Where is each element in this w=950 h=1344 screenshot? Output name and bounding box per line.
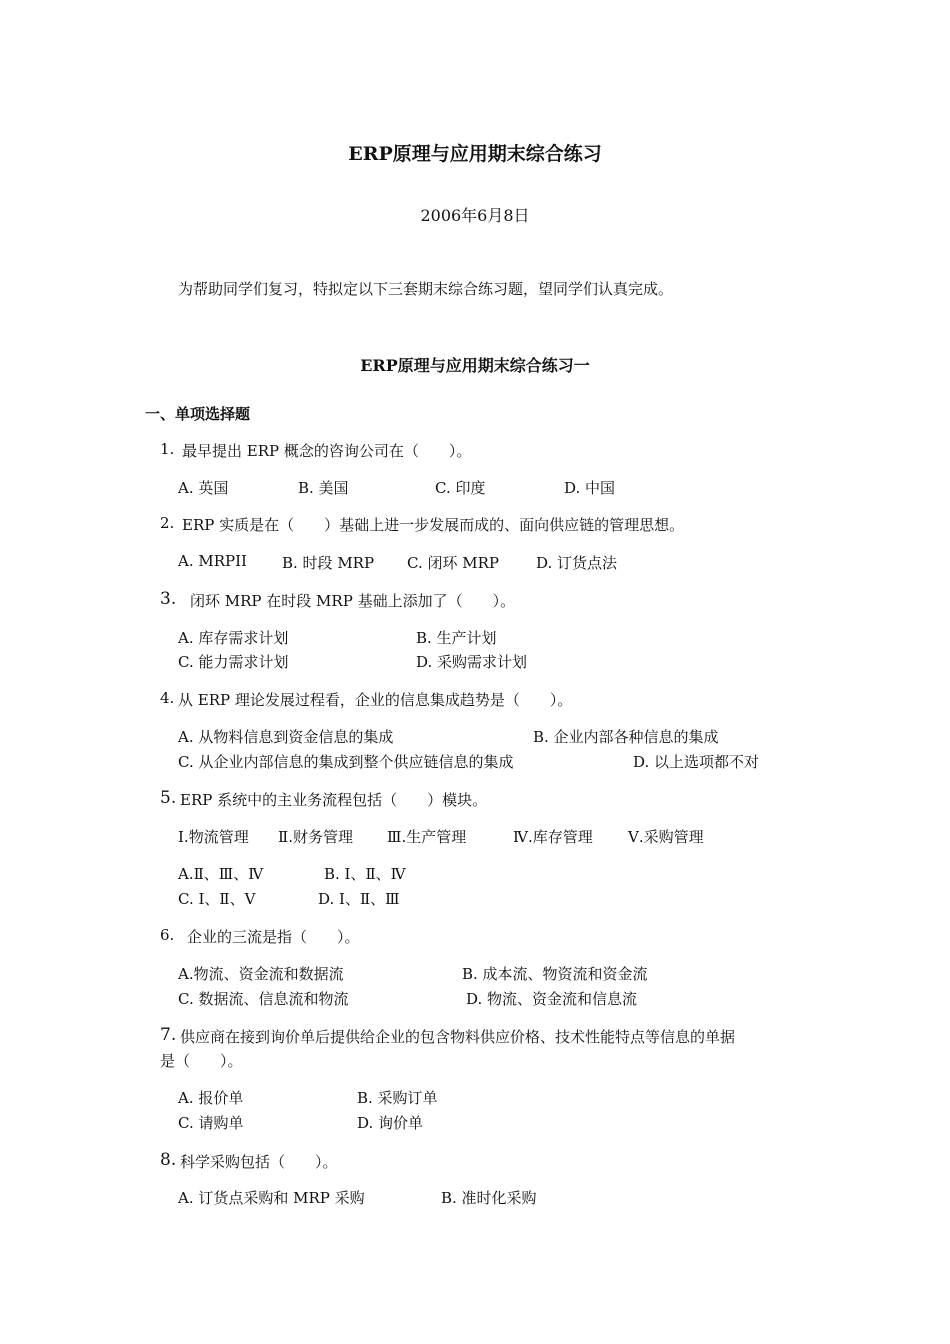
option-c: C. Ⅰ、Ⅱ、Ⅴ (178, 890, 256, 908)
option-c: C. 印度 (435, 479, 486, 497)
question-stem: 供应商在接到询价单后提供给企业的包含物料供应价格、技术性能特点等信息的单据 (180, 1028, 736, 1046)
module-item: Ⅱ.财务管理 (278, 828, 353, 846)
option-c: C. 能力需求计划 (178, 653, 289, 671)
document-date: 2006年6月8日 (420, 206, 530, 225)
question-number: 1. (160, 440, 175, 458)
question-stem-continued: 是（ ）。 (160, 1052, 243, 1070)
module-item: Ⅳ.库存管理 (513, 828, 593, 846)
question-stem: ERP 实质是在（ ）基础上进一步发展而成的、面向供应链的管理思想。 (182, 516, 685, 534)
option-b: B. 美国 (298, 479, 349, 497)
option-c: C. 闭环 MRP (407, 554, 499, 572)
question-number: 7. (160, 1025, 177, 1045)
section-heading: 一、单项选择题 (145, 405, 251, 423)
option-d: D. 询价单 (357, 1114, 424, 1132)
option-d: D. 物流、资金流和信息流 (466, 990, 638, 1008)
option-b: B. Ⅰ、Ⅱ、Ⅳ (324, 865, 406, 883)
option-a: A.物流、资金流和数据流 (178, 965, 344, 983)
option-a: A. MRPII (178, 552, 247, 570)
option-d: D. 采购需求计划 (416, 653, 528, 671)
option-a: A. 英国 (178, 479, 229, 497)
question-number: 5. (160, 788, 177, 808)
question-stem: 从 ERP 理论发展过程看，企业的信息集成趋势是（ ）。 (178, 691, 573, 709)
option-a: A. 报价单 (178, 1089, 244, 1107)
option-d: D. 订货点法 (536, 554, 618, 572)
option-a: A. 从物料信息到资金信息的集成 (178, 728, 394, 746)
option-b: B. 生产计划 (416, 629, 497, 647)
option-b: B. 采购订单 (357, 1089, 438, 1107)
option-d: D. 以上选项都不对 (633, 753, 760, 771)
question-stem: ERP 系统中的主业务流程包括（ ）模块。 (180, 791, 488, 809)
question-number: 6. (160, 926, 175, 944)
module-item: Ⅴ.采购管理 (628, 828, 704, 846)
option-b: B. 成本流、物资流和资金流 (462, 965, 648, 983)
option-b: B. 企业内部各种信息的集成 (533, 728, 719, 746)
question-stem: 闭环 MRP 在时段 MRP 基础上添加了（ ）。 (190, 592, 516, 610)
option-a: A. 订货点采购和 MRP 采购 (178, 1189, 365, 1207)
option-d: D. Ⅰ、Ⅱ、Ⅲ (318, 890, 400, 908)
option-b: B. 准时化采购 (441, 1189, 537, 1207)
option-c: C. 从企业内部信息的集成到整个供应链信息的集成 (178, 753, 514, 771)
option-c: C. 请购单 (178, 1114, 244, 1132)
option-a: A. 库存需求计划 (178, 629, 289, 647)
question-stem: 科学采购包括（ ）。 (180, 1153, 338, 1171)
question-stem: 最早提出 ERP 概念的咨询公司在（ ）。 (182, 442, 472, 460)
exercise-subtitle: ERP原理与应用期末综合练习一 (360, 356, 590, 375)
module-item: Ⅲ.生产管理 (387, 828, 467, 846)
option-c: C. 数据流、信息流和物流 (178, 990, 349, 1008)
document-title: ERP原理与应用期末综合练习 (348, 143, 602, 165)
question-stem: 企业的三流是指（ ）。 (187, 928, 360, 946)
question-number: 3. (160, 589, 177, 609)
question-number: 8. (160, 1150, 177, 1170)
intro-text: 为帮助同学们复习，特拟定以下三套期末综合练习题，望同学们认真完成。 (178, 280, 674, 298)
option-d: D. 中国 (564, 479, 616, 497)
option-b: B. 时段 MRP (282, 554, 375, 572)
question-number: 2. (160, 514, 175, 532)
question-number: 4. (160, 689, 175, 707)
option-a: A.Ⅱ、Ⅲ、Ⅳ (178, 865, 264, 883)
module-item: Ⅰ.物流管理 (178, 828, 249, 846)
